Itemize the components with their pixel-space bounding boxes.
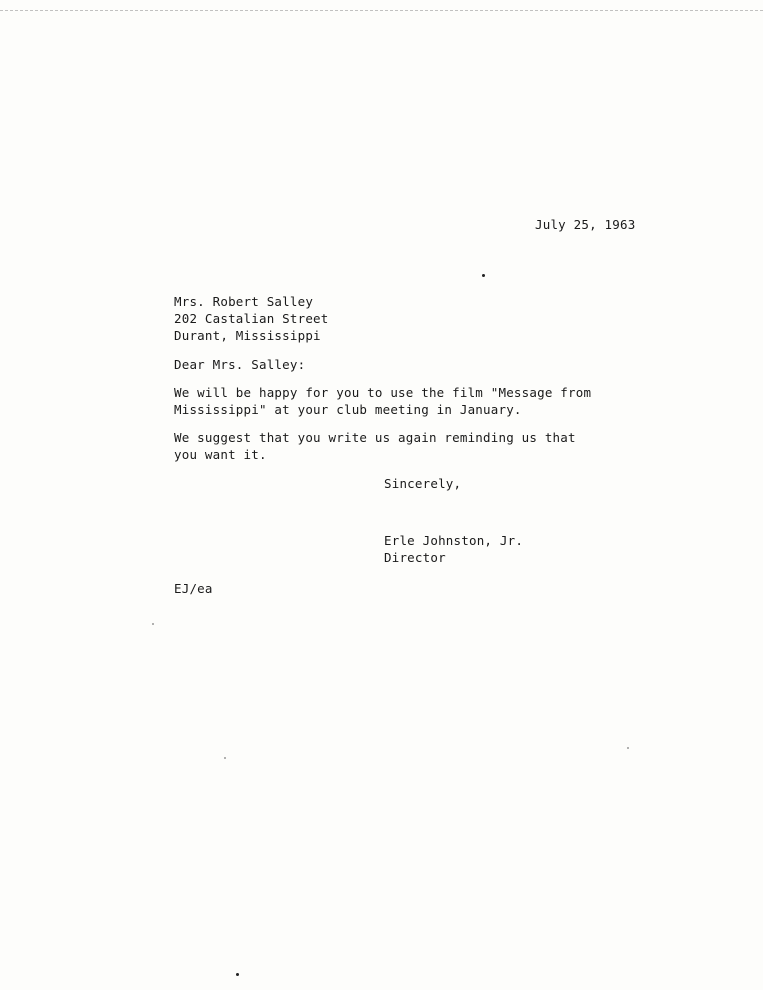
paragraph-2-line-1: We suggest that you write us again reminding us that (174, 430, 576, 445)
recipient-street: 202 Castalian Street (174, 311, 329, 326)
ink-speck (224, 757, 226, 759)
closing: Sincerely, (384, 476, 462, 491)
paragraph-2-line-2: you want it. (174, 447, 267, 462)
ink-speck (627, 747, 629, 749)
ink-speck (236, 973, 239, 976)
ink-speck (482, 274, 485, 277)
paragraph-1-line-1: We will be happy for you to use the film "Message from (174, 385, 592, 400)
salutation: Dear Mrs. Salley: (174, 357, 306, 372)
top-edge-rule (0, 0, 763, 11)
recipient-name: Mrs. Robert Salley (174, 294, 314, 309)
reference-initials: EJ/ea (174, 581, 213, 596)
paragraph-1-line-2: Mississippi" at your club meeting in January. (174, 402, 522, 417)
signer-name: Erle Johnston, Jr. (384, 533, 524, 548)
letter-date: July 25, 1963 (535, 217, 636, 232)
recipient-city: Durant, Mississippi (174, 328, 321, 343)
ink-speck (152, 623, 154, 625)
signer-title: Director (384, 550, 446, 565)
